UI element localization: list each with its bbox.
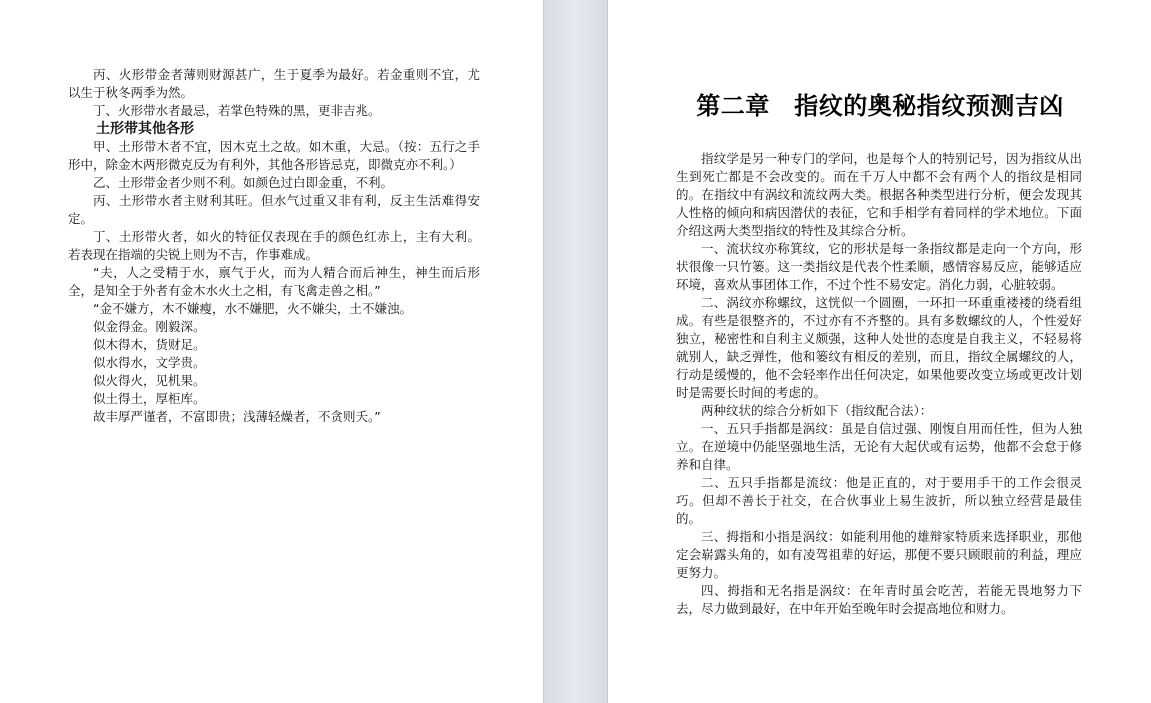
- paragraph: 丙、火形带金者薄则财源甚广，生于夏季为最好。若金重则不宜，尤以生于秋冬两季为然。: [68, 67, 480, 100]
- verse-line: 似木得木，货财足。: [93, 337, 206, 352]
- paragraph: 四、拇指和无名指是涡纹：在年青时虽会吃苦，若能无畏地努力下去，尽力做到最好，在中年开始至晚年时会提高地位和财力。: [676, 583, 1082, 616]
- paragraph: 甲、土形带木者不宜，因木克土之故。如木重，大忌。（按：五行之手形中，除金木两形微克反为有利外，其他各形皆忌克，即微克亦不利。）: [68, 139, 480, 172]
- verse-line: 似土得土，厚柜库。: [93, 391, 206, 406]
- quote-paragraph: “夫，人之受精于水，禀气于火，而为人精合而后神生，神生而后形全，是知全于外者有金木水火土之相，有飞禽走兽之相。”: [68, 265, 480, 298]
- paragraph: 丙、土形带水者主财利其旺。但水气过重又非有利，反主生活难得安定。: [68, 193, 480, 226]
- paragraph: 一、流状纹亦称箕纹，它的形状是每一条指纹都是走向一个方向，形状很像一只竹篓。这一类指纹是代表个性柔顺，感情容易反应，能够适应环境，喜欢从事团体工作，不过个性不易安定。消化力弱，心脏较弱。: [676, 241, 1082, 292]
- paragraph: 丁、土形带火者，如火的特征仅表现在手的颜色红赤上，主有大利。若表现在指端的尖锐上则为不吉，作事难成。: [68, 229, 480, 262]
- section-heading: 土形带其他各形: [96, 121, 194, 137]
- left-page-text: [68, 66, 480, 426]
- right-page-text: [676, 150, 1082, 618]
- quote-paragraph: “金不嫌方，木不嫌瘦，水不嫌肥，火不嫌尖，土不嫌浊。: [93, 301, 412, 316]
- verse-line: 似水得水，文学贵。: [93, 355, 206, 370]
- chapter-title: 第二章 指纹的奥秘指纹预测吉凶: [696, 92, 1064, 120]
- paragraph: 一、五只手指都是涡纹：虽是自信过强、刚愎自用而任性，但为人独立。在逆境中仍能坚强地生活，无论有大起伏或有运势，他都不会怠于修养和自律。: [676, 421, 1082, 472]
- paragraph: 指纹学是另一种专门的学问，也是每个人的特别记号，因为指纹从出生到死亡都是不会改变的。而在千万人中都不会有两个人的指纹是相同的。在指纹中有涡纹和流纹两大类。根据各种类型进行分析，便会发现其人性格的倾向和病因潜伏的表征，它和手相学有着同样的学术地位。下面介绍这两大类型指纹的特性及其综合分析。: [676, 151, 1082, 238]
- paragraph: 乙、土形带金者少则不利。如颜色过白即金重，不利。: [93, 175, 394, 190]
- verse-line: 似金得金。刚毅深。: [93, 319, 206, 334]
- verse-line: 似火得火，见机果。: [93, 373, 206, 388]
- paragraph: 二、涡纹亦称螺纹，这恍似一个圆圈，一环扣一环重重褛褛的绕看组成。有些是很整齐的，不过亦有不齐整的。具有多数螺纹的人，个性爱好独立，秘密性和自利主义颇强，这种人处世的态度是自我主义，不轻易将就别人，缺乏弹性，他和篓纹有相反的差别，而且，指纹全属螺纹的人，行动是缓慢的，他不会轻率作出任何决定，如果他要改变立场或更改计划时是需要长时间的考虑的。: [676, 295, 1082, 400]
- paragraph: 两种纹状的综合分析如下（指纹配合法）：: [701, 403, 933, 418]
- paragraph: 三、拇指和小指是涡纹：如能利用他的雄辩家特质来选择职业，那他定会崭露头角的，如有凌驾祖辈的好运，那便不要只顾眼前的利益，理应更努力。: [676, 529, 1082, 580]
- paragraph: 丁、火形带水者最忌，若掌色特殊的黑，更非吉兆。: [93, 103, 381, 118]
- paragraph: 二、五只手指都是流纹：他是正直的，对于要用手干的工作会很灵巧。但却不善长于社交，在合伙事业上易生波折，所以独立经营是最佳的。: [676, 475, 1082, 526]
- page-gutter: [544, 0, 607, 703]
- quote-paragraph: 故丰厚严谨者，不富即贵；浅薄轻燥者，不贪则夭。”: [93, 409, 381, 424]
